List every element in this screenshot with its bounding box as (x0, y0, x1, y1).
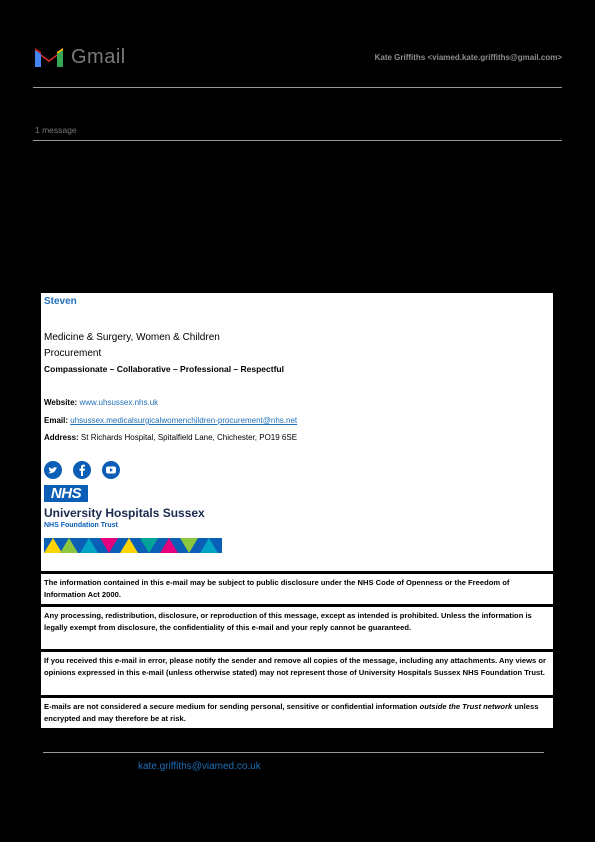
twitter-icon[interactable] (44, 461, 62, 479)
header-divider (33, 87, 562, 88)
nhs-logo: NHS (44, 485, 88, 502)
footer-email-link[interactable]: kate.griffiths@viamed.co.uk (138, 761, 261, 772)
gmail-wordmark: Gmail (71, 45, 126, 68)
sender-address: Kate Griffiths <viamed.kate.griffiths@gmail.com> (374, 53, 562, 62)
disclaimer-received-in-error: If you received this e-mail in error, please notify the sender and remove all copies of the message, including any attachments. Any views or opinions expressed in this e-mail (unless otherwise stated) may not represent those of University Hospitals Sussex NHS Foundation Trust. (41, 652, 553, 695)
email-line (44, 416, 297, 425)
address-line (44, 433, 297, 442)
security-text-2: unless encrypted and may therefore be at risk. (44, 702, 539, 724)
website-line (44, 398, 158, 407)
facebook-icon[interactable] (73, 461, 91, 479)
signature-panel (41, 293, 553, 571)
message-count: 1 message (35, 125, 77, 135)
website-label: Website: (44, 398, 78, 407)
youtube-icon[interactable] (102, 461, 120, 479)
department-line-1: Medicine & Surgery, Women & Children (44, 332, 220, 343)
address-label: Address: (44, 433, 79, 442)
organisation-name: University Hospitals Sussex (44, 506, 205, 520)
website-link[interactable]: www.uhsussex.nhs.uk (79, 398, 159, 407)
gmail-logo (33, 44, 133, 70)
subject-divider (33, 140, 562, 141)
disclaimer-security (41, 698, 553, 728)
disclaimer-confidentiality: Any processing, redistribution, disclosure, or reproduction of this message, except as intended is prohibited. Unless the information is legally exempt from disclosure, the confidentiality of this e-mail and your reply cannot be guaranteed. (41, 607, 553, 649)
trust-name: NHS Foundation Trust (44, 522, 118, 529)
social-links (44, 461, 120, 479)
gmail-m-icon (33, 45, 65, 69)
nhs-decorative-stripe (44, 538, 222, 553)
address-text: St Richards Hospital, Spitalfield Lane, Chichester, PO19 6SE (80, 433, 298, 442)
trust-values: Compassionate – Collaborative – Professional – Respectful (44, 364, 284, 374)
security-text-1: E-mails are not considered a secure medium for sending personal, sensitive or confidential information (44, 702, 420, 711)
disclaimer-foi: The information contained in this e-mail may be subject to public disclosure under the NHS Code of Openness or the Freedom of Information Act 2000. (41, 574, 553, 604)
security-text-emphasis: outside the Trust network (419, 702, 513, 711)
signature-department (44, 330, 220, 362)
email-label: Email: (44, 416, 69, 425)
procurement-email-link[interactable]: uhsussex.medicalsurgicalwomenchildren-procurement@nhs.net (70, 416, 298, 425)
signature-name: Steven (44, 296, 77, 307)
footer-divider (43, 752, 544, 753)
department-line-2: Procurement (44, 348, 102, 359)
